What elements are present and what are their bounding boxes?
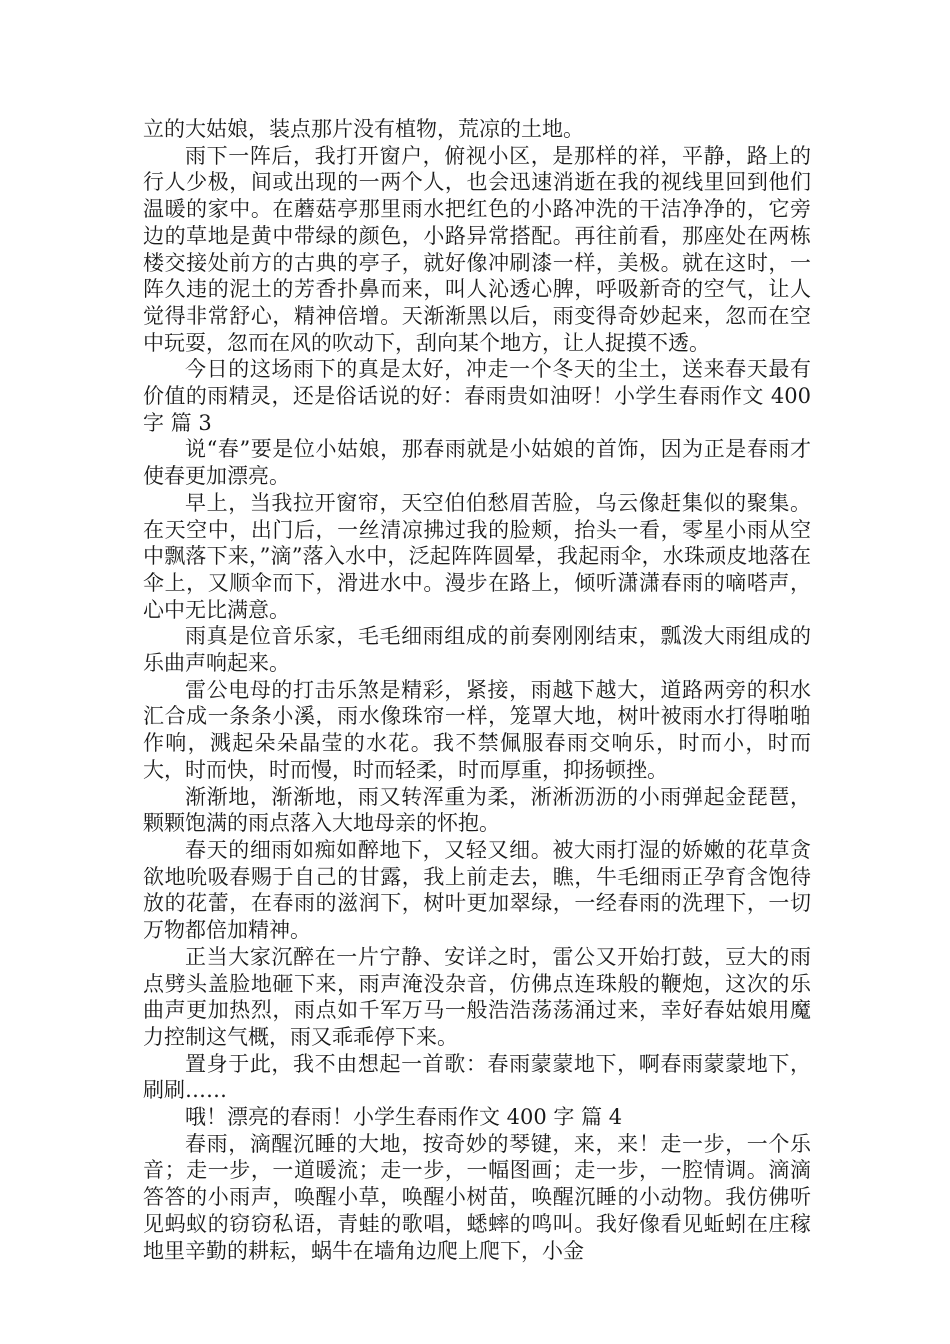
paragraph-8: 渐渐地，渐渐地，雨又转浑重为柔，淅淅沥沥的小雨弹起金琵琶，颗颗饱满的雨点落入大地母亲的怀抱。 [143,784,811,836]
paragraph-10: 正当大家沉醉在一片宁静、安详之时，雷公又开始打鼓，豆大的雨点劈头盖脸地砸下来，雨声淹没杂音，仿佛点连珠般的鞭炮，这次的乐曲声更加热烈，雨点如千军万马一般浩浩荡荡涌过来，幸好春姑娘用魔力控制这气概，雨又乖乖停下来。 [143,944,811,1049]
paragraph-4: 说“春”要是位小姑娘，那春雨就是小姑娘的首饰，因为正是春雨才使春更加漂亮。 [143,437,811,489]
paragraph-6: 雨真是位音乐家，毛毛细雨组成的前奏刚刚结束，瓢泼大雨组成的乐曲声响起来。 [143,624,811,676]
document-body [143,116,811,1264]
paragraph-12: 春雨，滴醒沉睡的大地，按奇妙的琴键，来，来！走一步，一个乐音；走一步，一道暖流；走一步，一幅图画；走一步，一腔情调。滴滴答答的小雨声，唤醒小草，唤醒小树苗，唤醒沉睡的小动物。我仿佛听见蚂蚁的窃窃私语，青蛙的歌唱，蟋蟀的鸣叫。我好像看见蚯蚓在庄稼地里辛勤的耕耘，蜗牛在墙角边爬上爬下，小金 [143,1131,811,1263]
paragraph-3: 今日的这场雨下的真是太好，冲走一个冬天的尘土，送来春天最有价值的雨精灵，还是俗话说的好：春雨贵如油呀！小学生春雨作文 400 字 篇 3 [143,357,811,435]
paragraph-5: 早上，当我拉开窗帘，天空伯伯愁眉苦脸，乌云像赶集似的聚集。在天空中，出门后，一丝清凉拂过我的脸颊，抬头一看，零星小雨从空中飘落下来，”滴”落入水中，泛起阵阵圆晕，我起雨伞，水珠顽皮地落在伞上，又顺伞而下，滑进水中。漫步在路上，倾听潇潇春雨的嘀嗒声，心中无比满意。 [143,490,811,622]
paragraph-9: 春天的细雨如痴如醉地下，又轻又细。被大雨打湿的娇嫩的花草贪欲地吮吸春赐于自己的甘露，我上前走去，瞧，牛毛细雨正孕育含饱待放的花蕾，在春雨的滋润下，树叶更加翠绿，一经春雨的洗理下，一切万物都倍加精神。 [143,837,811,943]
paragraph-1: 立的大姑娘，装点那片没有植物，荒凉的土地。 [143,117,584,141]
paragraph-7: 雷公电母的打击乐煞是精彩，紧接，雨越下越大，道路两旁的积水汇合成一条条小溪，雨水像珠帘一样，笼罩大地，树叶被雨水打得啪啪作响，溅起朵朵晶莹的水花。我不禁佩服春雨交响乐，时而小，时而大，时而快，时而慢，时而轻柔，时而厚重，抑扬顿挫。 [143,677,811,782]
section-heading-4: 哦！漂亮的春雨！小学生春雨作文 400 字 篇 4 [185,1105,623,1130]
paragraph-11: 置身于此，我不由想起一首歌：春雨蒙蒙地下，啊春雨蒙蒙地下，刷刷…… [143,1051,811,1103]
paragraph-2: 雨下一阵后，我打开窗户，俯视小区，是那样的祥，平静，路上的行人少极，间或出现的一两个人，也会迅速消逝在我的视线里回到他们温暖的家中。在蘑菇亭那里雨水把红色的小路冲洗的干洁净净的，它旁边的草地是黄中带绿的颜色，小路异常搭配。再往前看，那座处在两栋楼交接处前方的古典的亭子，就好像冲刷漆一样，美极。就在这时，一阵久违的泥土的芳香扑鼻而来，叫人沁透心脾，呼吸新奇的空气，让人觉得非常舒心，精神倍增。天渐渐黑以后，雨变得奇妙起来，忽而在空中玩耍，忽而在风的吹动下，刮向某个地方，让人捉摸不透。 [143,143,811,355]
